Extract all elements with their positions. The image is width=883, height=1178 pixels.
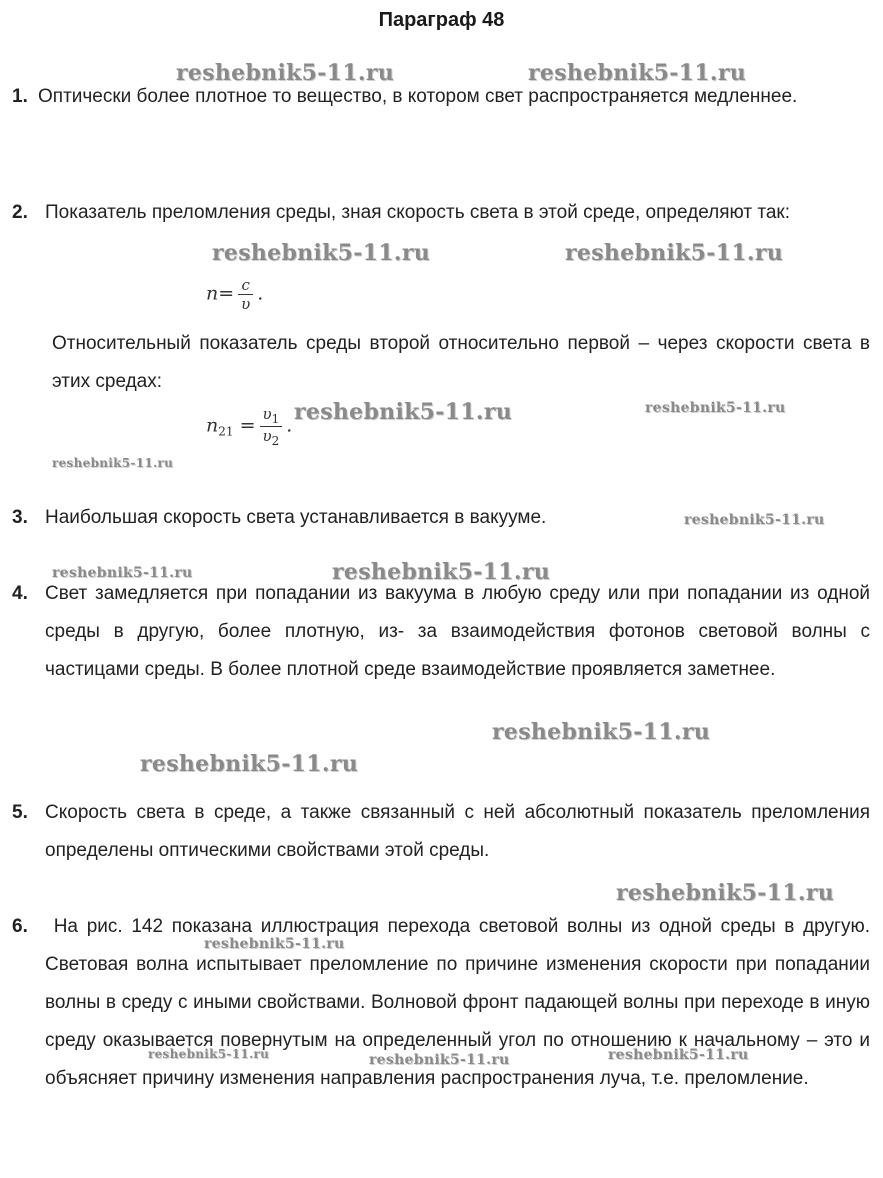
watermark: reshebnik5-11.ru — [332, 559, 551, 585]
formula-equals: = — [239, 414, 256, 437]
denominator-symbol: υ — [262, 427, 272, 445]
watermark: reshebnik5-11.ru — [204, 936, 345, 952]
item-text: Оптически более плотное то вещество, в котором свет распространяется медленнее. — [38, 86, 798, 107]
watermark: reshebnik5-11.ru — [645, 400, 786, 416]
item-text: Наибольшая скорость света устанавливается в вакууме. — [45, 507, 547, 528]
formula-relative-index — [206, 405, 292, 448]
watermark: reshebnik5-11.ru — [528, 60, 747, 86]
fraction-numerator: c — [238, 276, 253, 295]
watermark: reshebnik5-11.ru — [369, 1052, 510, 1068]
watermark: reshebnik5-11.ru — [608, 1047, 749, 1063]
page-title: Параграф 48 — [378, 9, 505, 31]
formula-fraction — [260, 405, 283, 448]
item-number: 3. — [12, 507, 28, 528]
fraction-numerator — [260, 405, 283, 427]
answer-item-5 — [12, 794, 870, 870]
watermark: reshebnik5-11.ru — [684, 512, 825, 528]
watermark: reshebnik5-11.ru — [52, 456, 174, 470]
watermark: reshebnik5-11.ru — [565, 240, 784, 266]
item-text: Скорость света в среде, а также связанный с ней абсолютный показатель преломления определены оптическими свойствами этой среды. — [45, 802, 870, 861]
formula-lhs: n — [206, 414, 219, 437]
answer-item-4 — [12, 575, 870, 689]
formula-end: . — [257, 282, 264, 305]
watermark: reshebnik5-11.ru — [176, 60, 395, 86]
watermark: reshebnik5-11.ru — [52, 565, 193, 581]
formula-fraction — [238, 276, 253, 313]
watermark: reshebnik5-11.ru — [140, 751, 359, 777]
formula-refraction-index — [206, 276, 263, 313]
formula-end: . — [286, 414, 293, 437]
formula-lhs: n= — [206, 282, 235, 305]
watermark: reshebnik5-11.ru — [148, 1047, 270, 1061]
formula-lhs-subscript: 21 — [218, 424, 234, 439]
item-number: 1. — [12, 86, 28, 107]
item-text: Свет замедляется при попадании из вакуума в любую среду или при попадании из одной среды в другую, более плотную, из- за взаимодействия фотонов световой волны с частицами среды. В более плотной среде взаимодействие проявляется заметнее. — [45, 583, 870, 680]
fraction-denominator: υ — [241, 295, 251, 313]
answer-item-2-continued — [12, 325, 870, 401]
watermark: reshebnik5-11.ru — [492, 719, 711, 745]
item-text: Относительный показатель среды второй относительно первой – через скорости света в этих средах: — [52, 333, 870, 392]
numerator-symbol: υ — [262, 405, 272, 423]
item-text: Показатель преломления среды, зная скорость света в этой среде, определяют так: — [45, 202, 790, 223]
item-number: 6. — [12, 916, 28, 937]
answer-item-2 — [12, 194, 870, 232]
item-text: На рис. 142 показана иллюстрация перехода световой волны из одной среды в другую. Световая волна испытывает преломление по причине изменения скорости при попадании волны в среду с иными свойствами. Волновой фронт падающей волны при переходе в иную среду оказывается повернутым на определенный угол по отношению к начальному – это и объясняет причину изменения направления распространения луча, т.е. преломление. — [45, 916, 876, 1089]
watermark: reshebnik5-11.ru — [212, 240, 431, 266]
watermark: reshebnik5-11.ru — [616, 880, 835, 906]
fraction-denominator — [260, 427, 283, 448]
numerator-subscript: 1 — [271, 412, 280, 426]
watermark: reshebnik5-11.ru — [294, 399, 513, 425]
denominator-subscript: 2 — [271, 434, 280, 448]
item-number: 5. — [12, 802, 28, 823]
answer-item-6 — [12, 908, 876, 1098]
item-number: 2. — [12, 202, 28, 223]
item-number: 4. — [12, 583, 28, 604]
